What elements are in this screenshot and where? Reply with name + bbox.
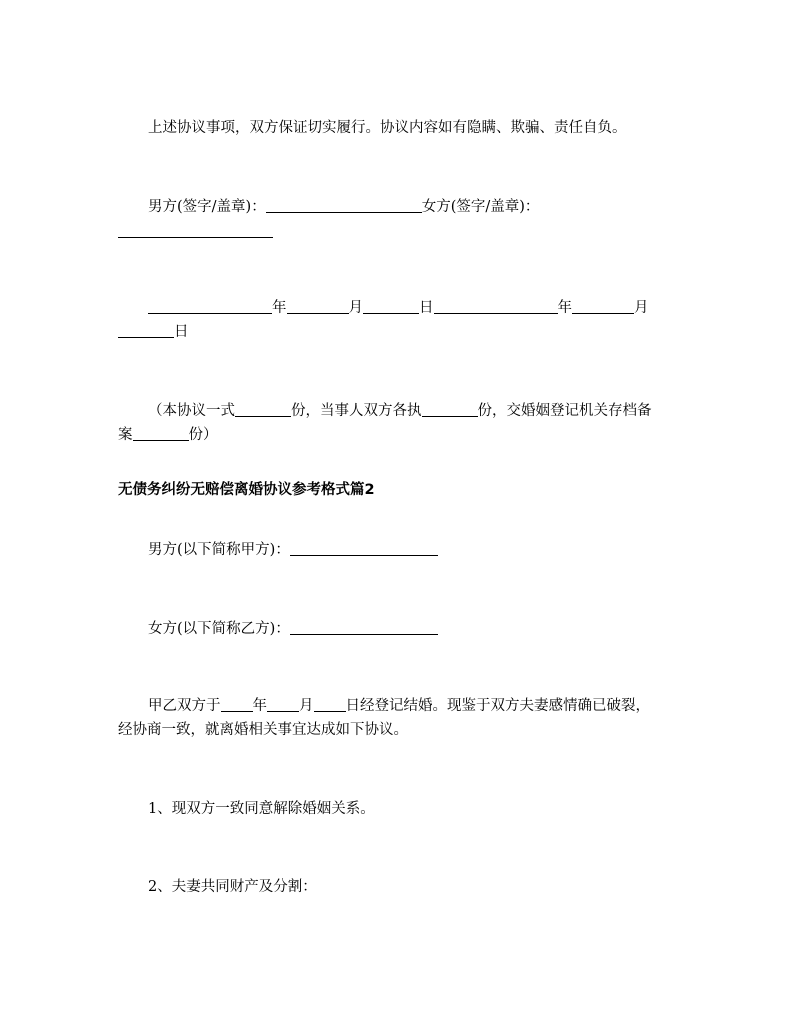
party-a-line — [148, 540, 438, 560]
blank — [422, 415, 478, 417]
blank — [363, 312, 419, 314]
text: 案 — [118, 427, 133, 443]
month-label: 月 — [348, 300, 363, 316]
text: （本协议一式 — [148, 403, 235, 419]
text: 份，交婚姻登记机关存档备 — [477, 403, 652, 419]
item-1 — [148, 799, 375, 819]
copies-line — [148, 401, 652, 421]
date-line-cont — [118, 322, 189, 342]
blank — [572, 312, 634, 314]
female-signature-blank — [118, 236, 273, 238]
paragraph-guarantee — [148, 118, 627, 138]
blank — [287, 312, 349, 314]
party-b-label: 女方(以下简称乙方)： — [148, 621, 290, 637]
section-heading — [118, 480, 375, 500]
signature-line-cont — [118, 222, 273, 242]
female-signature-label: 女方(签字/盖章)： — [421, 199, 540, 215]
text: 份，当事人双方各执 — [291, 403, 422, 419]
year-label: 年 — [272, 300, 287, 316]
blank — [314, 710, 346, 712]
day-label: 日 — [419, 300, 434, 316]
party-a-blank — [290, 554, 438, 556]
blank — [235, 415, 291, 417]
marriage-line — [148, 696, 650, 716]
blank — [133, 439, 189, 441]
copies-line-cont — [118, 425, 218, 445]
signature-line — [148, 197, 539, 217]
blank — [118, 336, 174, 338]
text: 1、现双方一致同意解除婚姻关系。 — [148, 801, 375, 817]
male-signature-blank — [266, 211, 422, 213]
month-label: 月 — [634, 300, 649, 316]
text: 甲乙双方于 — [148, 698, 221, 714]
text: 年 — [252, 698, 267, 714]
day-label: 日 — [174, 324, 189, 340]
text: 经协商一致，就离婚相关事宜达成如下协议。 — [118, 722, 408, 738]
text: 上述协议事项，双方保证切实履行。协议内容如有隐瞒、欺骗、责任自负。 — [148, 120, 627, 136]
year-label: 年 — [557, 300, 572, 316]
blank — [148, 312, 272, 314]
text: 月 — [299, 698, 314, 714]
heading-text: 无债务纠纷无赔偿离婚协议参考格式篇2 — [118, 482, 375, 498]
text: 日经登记结婚。现鉴于双方夫妻感情确已破裂， — [345, 698, 650, 714]
text: 2、夫妻共同财产及分割： — [148, 879, 317, 895]
date-line — [148, 298, 649, 318]
item-2 — [148, 877, 317, 897]
blank — [434, 312, 558, 314]
marriage-line-cont — [118, 720, 408, 740]
party-b-blank — [290, 633, 438, 635]
party-a-label: 男方(以下简称甲方)： — [148, 542, 290, 558]
blank — [267, 710, 299, 712]
party-b-line — [148, 619, 438, 639]
male-signature-label: 男方(签字/盖章)： — [148, 199, 266, 215]
blank — [221, 710, 253, 712]
text: 份） — [188, 427, 218, 443]
